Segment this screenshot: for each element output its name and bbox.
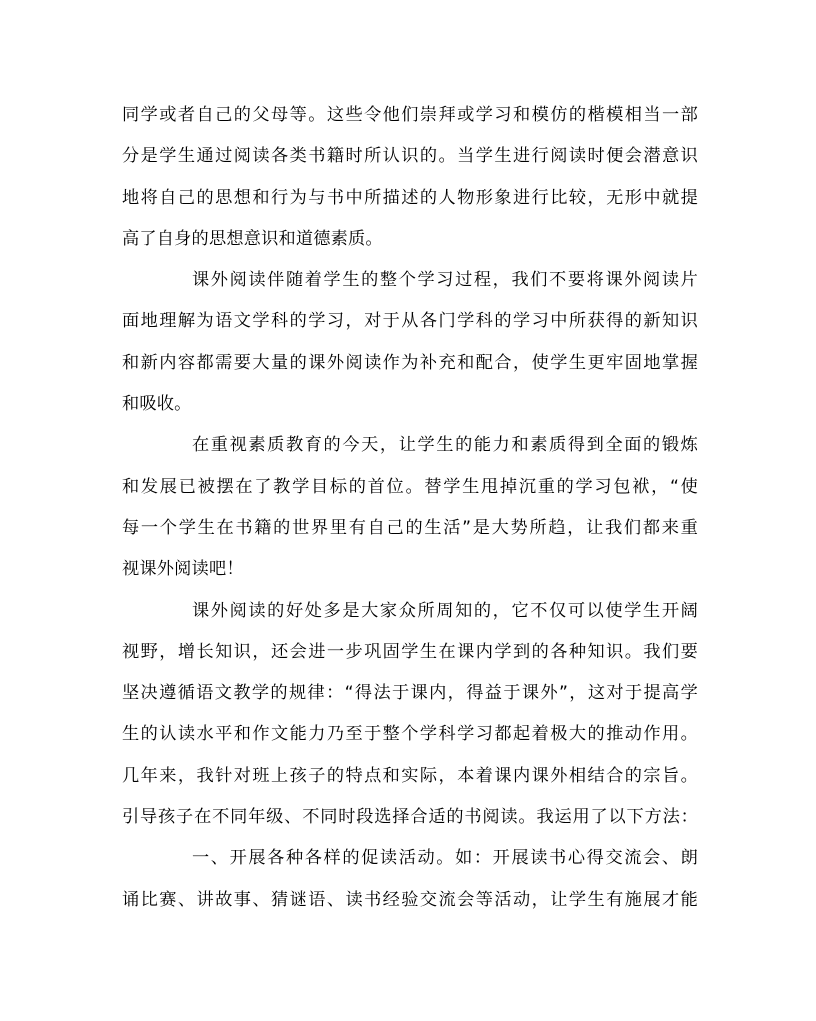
text-line: 视课外阅读吧！ xyxy=(122,559,244,580)
paragraph-2 xyxy=(122,260,698,425)
paragraph-4 xyxy=(122,591,698,839)
text-line: 和吸收。 xyxy=(122,394,192,415)
text-line: 在重视素质教育的今天，让学生的能力和素质得到全面的锻炼 xyxy=(192,435,698,456)
text-line: 同学或者自己的父母等。这些令他们崇拜或学习和模仿的楷模相当一部 xyxy=(122,105,698,125)
text-line: 和发展已被摆在了教学目标的首位。替学生甩掉沉重的学习包袱，“使 xyxy=(122,476,698,497)
text-line: 诵比赛、讲故事、猜谜语、读书经验交流会等活动，让学生有施展才能 xyxy=(122,889,698,910)
text-line: 每一个学生在书籍的世界里有自己的生活”是大势所趋，让我们都来重 xyxy=(122,517,698,538)
text-line: 引导孩子在不同年级、不同时段选择合适的书阅读。我运用了以下方法： xyxy=(122,807,698,828)
paragraph-5 xyxy=(122,838,698,921)
document-body xyxy=(122,95,698,921)
text-line: 视野，增长知识，还会进一步巩固学生在课内学到的各种知识。我们要 xyxy=(122,641,698,662)
text-line: 面地理解为语文学科的学习，对于从各门学科的学习中所获得的新知识 xyxy=(122,311,698,332)
paragraph-3 xyxy=(122,425,698,590)
text-line: 高了自身的思想意识和道德素质。 xyxy=(122,228,383,249)
text-line: 课外阅读的好处多是大家众所周知的，它不仅可以使学生开阔 xyxy=(192,600,698,621)
text-line: 分是学生通过阅读各类书籍时所认识的。当学生进行阅读时便会潜意识 xyxy=(122,146,698,167)
text-line: 地将自己的思想和行为与书中所描述的人物形象进行比较，无形中就提 xyxy=(122,187,698,208)
text-line: 生的认读水平和作文能力乃至于整个学科学习都起着极大的推动作用。 xyxy=(122,724,698,745)
text-line: 和新内容都需要大量的课外阅读作为补充和配合，使学生更牢固地掌握 xyxy=(122,352,698,373)
paragraph-1 xyxy=(122,95,698,260)
text-line: 几年来，我针对班上孩子的特点和实际，本着课内课外相结合的宗旨。 xyxy=(122,765,698,786)
text-line: 一、开展各种各样的促读活动。如：开展读书心得交流会、朗 xyxy=(192,848,698,869)
text-line: 坚决遵循语文教学的规律：“得法于课内，得益于课外”，这对于提高学 xyxy=(122,683,698,704)
text-line: 课外阅读伴随着学生的整个学习过程，我们不要将课外阅读片 xyxy=(192,270,698,291)
